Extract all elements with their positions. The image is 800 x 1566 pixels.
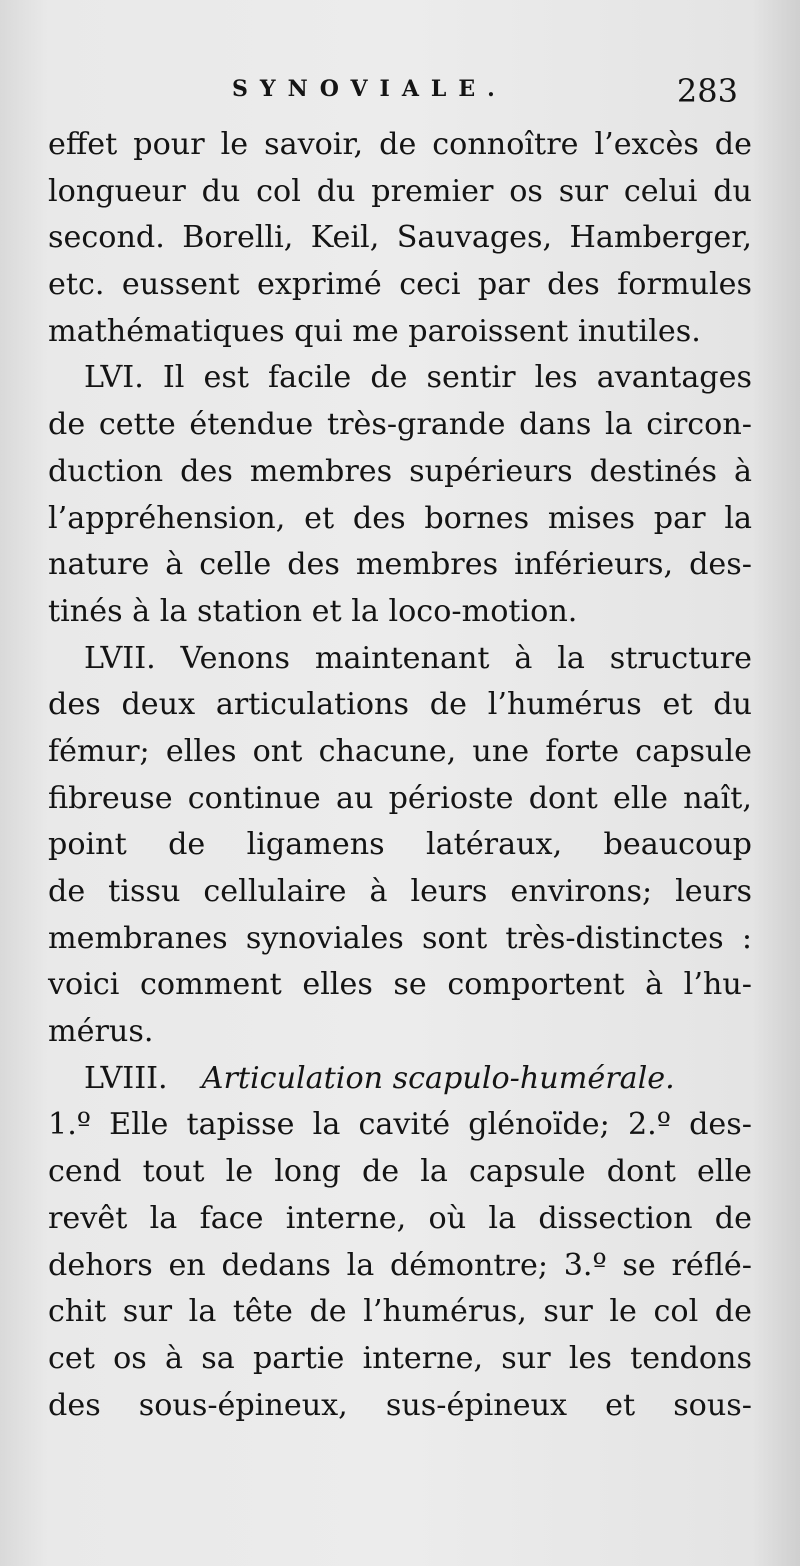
body-text <box>48 122 752 1429</box>
text-line: point de ligamens latéraux, beaucoup <box>48 827 752 863</box>
text-line: etc. eussent exprimé ceci par des formules <box>48 267 752 303</box>
running-title: SYNOVIALE. <box>232 76 507 102</box>
section-title: Articulation scapulo-humérale. <box>201 1060 675 1096</box>
text-line: cet os à sa partie interne, sur les tendons <box>48 1340 752 1376</box>
text-line: second. Borelli, Keil, Sauvages, Hamberger, <box>48 220 752 256</box>
paragraph-lvi-start: LVI. Il est facile de sentir les avantages <box>84 360 752 396</box>
text-line: nature à celle des membres inférieurs, des- <box>48 547 752 583</box>
text-line: de tissu cellulaire à leurs environs; leurs <box>48 874 752 909</box>
paragraph-lvii-start: LVII. Venons maintenant à la structure <box>84 640 752 676</box>
text-line: longueur du col du premier os sur celui du <box>48 173 752 209</box>
text-line: cend tout le long de la capsule dont elle <box>48 1154 752 1190</box>
text-line: 1.º Elle tapisse la cavité glénoïde; 2.º des- <box>48 1107 752 1143</box>
text-line: dehors en dedans la démontre; 3.º se réflé- <box>48 1247 752 1283</box>
text-line: voici comment elles se comportent à l’hu- <box>48 967 752 1003</box>
text-line: fibreuse continue au périoste dont elle naît, <box>48 780 752 816</box>
page-number: 283 <box>676 72 738 110</box>
text-line: revêt la face interne, où la dissection de <box>48 1200 752 1236</box>
running-header <box>48 72 748 112</box>
section-heading <box>48 1056 752 1103</box>
text-line: fémur; elles ont chacune, une forte capsule <box>48 733 752 769</box>
text-line: mathématiques qui me paroissent inutiles. <box>48 313 701 349</box>
text-line: membranes synoviales sont très-distinctes : <box>48 920 752 956</box>
text-line: l’appréhension, et des bornes mises par la <box>48 500 752 536</box>
text-line: des sous-épineux, sus-épineux et sous- <box>48 1387 752 1423</box>
text-line: des deux articulations de l’humérus et du <box>48 687 752 723</box>
text-line: effet pour le savoir, de connoître l’excès de <box>48 127 752 162</box>
text-line: duction des membres supérieurs destinés à <box>48 453 752 489</box>
text-line: tinés à la station et la loco-motion. <box>48 593 578 629</box>
text-line: mérus. <box>48 1014 154 1050</box>
text-line: de cette étendue très-grande dans la circon- <box>48 407 752 443</box>
text-line: chit sur la tête de l’humérus, sur le col de <box>48 1294 752 1330</box>
section-number: LVIII. <box>84 1060 168 1096</box>
